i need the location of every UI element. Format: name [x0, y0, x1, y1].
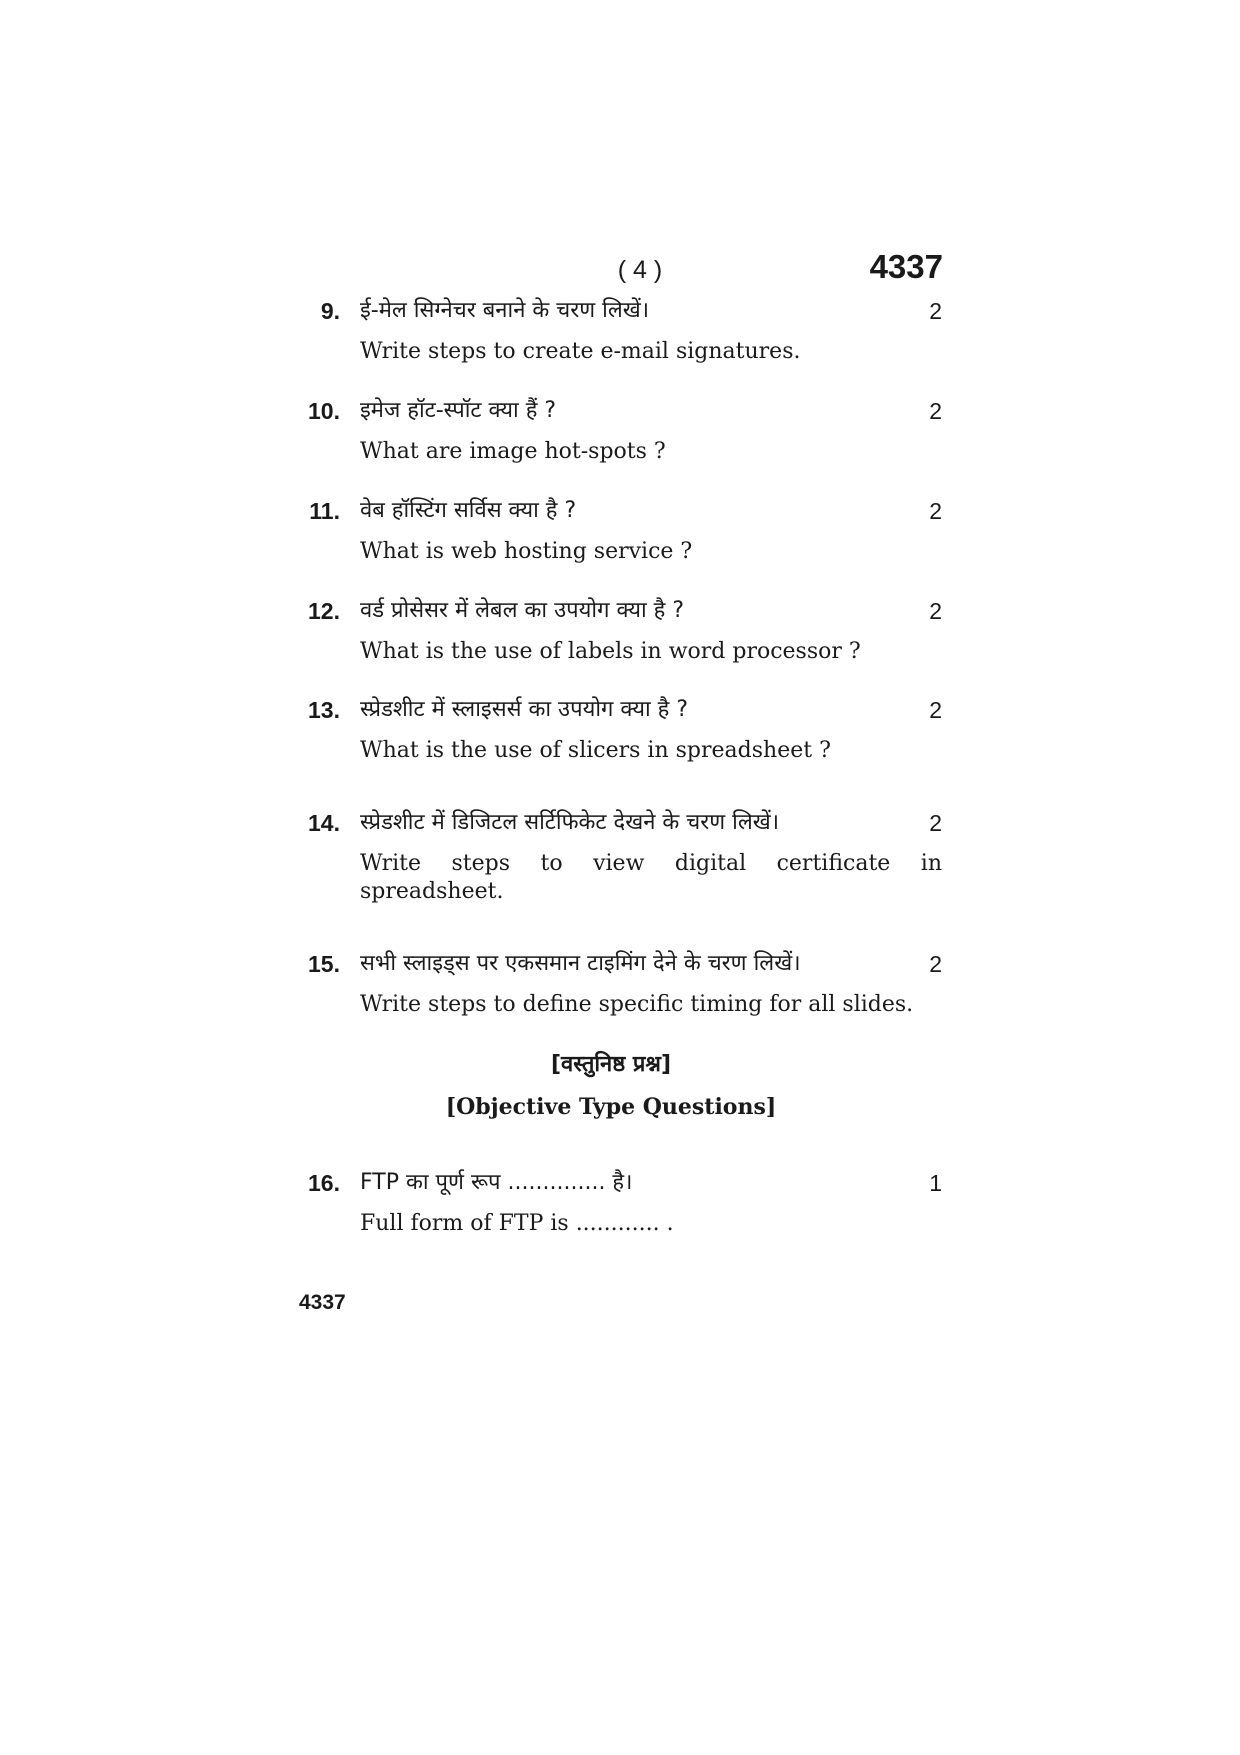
question-text-english: Write steps to define specific timing for all slides. — [360, 992, 914, 1017]
question-text-english: What is web hosting service ? — [360, 539, 693, 564]
question-text-english: Write steps to create e-mail signatures. — [360, 339, 801, 364]
section-heading-english: [Objective Type Questions] — [445, 1094, 777, 1120]
question-14 — [280, 806, 942, 906]
question-marks: 1 — [929, 1170, 942, 1196]
question-12 — [280, 594, 942, 666]
question-number: 10. — [308, 398, 340, 424]
question-9 — [280, 294, 942, 366]
page-number: ( 4 ) — [617, 256, 663, 284]
question-marks: 2 — [929, 697, 942, 723]
question-number: 13. — [308, 697, 340, 723]
question-text-hindi: FTP का पूर्ण रूप .............. है। — [360, 1170, 633, 1195]
question-text-english: What is the use of slicers in spreadsheet ? — [360, 738, 831, 763]
question-text-english: Write steps to view digital certificate in spreadsheet. — [360, 851, 942, 904]
paper-code-footer: 4337 — [299, 1291, 346, 1314]
question-text-hindi: ई-मेल सिग्नेचर बनाने के चरण लिखें। — [360, 298, 650, 323]
question-16 — [280, 1166, 942, 1238]
section-heading-hindi: [वस्तुनिष्ठ प्रश्न] — [550, 1052, 672, 1077]
question-text-hindi: स्प्रेडशीट में स्लाइसर्स का उपयोग क्या है ? — [360, 697, 688, 722]
paper-code-header: 4337 — [869, 248, 943, 285]
question-13 — [280, 693, 942, 765]
question-marks: 2 — [929, 810, 942, 836]
question-marks: 2 — [929, 498, 942, 524]
question-11 — [280, 494, 942, 566]
question-text-english: What are image hot-spots ? — [360, 439, 666, 464]
question-marks: 2 — [929, 598, 942, 624]
question-number: 15. — [308, 951, 340, 977]
question-text-hindi: वर्ड प्रोसेसर में लेबल का उपयोग क्या है ? — [360, 598, 685, 623]
question-number: 12. — [308, 598, 340, 624]
question-10 — [280, 394, 942, 466]
question-text-hindi: सभी स्लाइड्स पर एकसमान टाइमिंग देने के चरण लिखें। — [360, 951, 801, 976]
question-marks: 2 — [929, 298, 942, 324]
question-number: 9. — [320, 298, 340, 324]
question-text-hindi: स्प्रेडशीट में डिजिटल सर्टिफिकेट देखने के चरण लिखें। — [360, 810, 780, 835]
question-number: 14. — [308, 810, 340, 836]
question-number: 16. — [308, 1170, 340, 1196]
question-marks: 2 — [929, 398, 942, 424]
question-text-english: What is the use of labels in word processor ? — [360, 639, 861, 664]
question-marks: 2 — [929, 951, 942, 977]
question-number: 11. — [309, 498, 340, 524]
question-text-hindi: वेब हॉस्टिंग सर्विस क्या है ? — [360, 498, 577, 523]
question-text-hindi: इमेज हॉट-स्पॉट क्या हैं ? — [360, 398, 557, 423]
question-text-english: Full form of FTP is ............ . — [360, 1211, 674, 1236]
question-15 — [280, 947, 942, 1019]
